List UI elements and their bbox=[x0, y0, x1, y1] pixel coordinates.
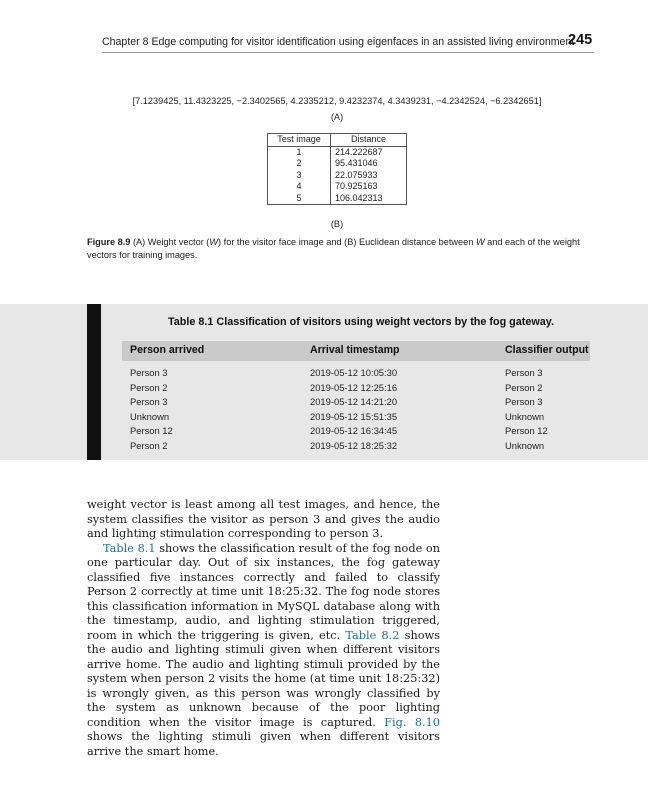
table-row bbox=[268, 158, 407, 170]
header-distance: Distance bbox=[331, 134, 407, 147]
person-cell: Person 2 bbox=[130, 439, 168, 451]
distance-cell: 22.075933 bbox=[331, 170, 407, 182]
paragraph-text: shows the lighting stimuli given when different visitors arrive the smart home. bbox=[87, 730, 440, 758]
timestamp-cell: 2019-05-12 16:34:45 bbox=[310, 425, 398, 436]
output-cell: Unknown bbox=[505, 410, 545, 422]
person-cell: Person 2 bbox=[130, 381, 168, 393]
timestamp-cell: 2019-05-12 12:25:16 bbox=[310, 381, 398, 393]
caption-text: ) for the visitor face image and (B) Euclidean distance between bbox=[218, 237, 476, 247]
page-number: 245 bbox=[568, 32, 593, 48]
caption-text: (A) Weight vector ( bbox=[130, 237, 210, 247]
caption-symbol-w: W bbox=[475, 237, 485, 247]
table-8-1-link[interactable]: Table 8.1 bbox=[103, 541, 156, 555]
test-image-cell: 1 bbox=[268, 146, 331, 158]
distance-table-header bbox=[268, 134, 407, 147]
header-classifier-output: Classifier output bbox=[505, 344, 589, 356]
paragraph-text: shows the audio and lighting stimuli given when different visitors arrive home. The audio and lighting stimuli provided by the system when person 2 visits the home (at time unit 18:25:32) is wrongly given, as this person was wrongly classified by the system as unknown because of the poor lighting condition when the visitor image is captured. bbox=[87, 628, 441, 729]
classification-table-header bbox=[122, 341, 590, 361]
table-row bbox=[122, 366, 590, 380]
table-row bbox=[268, 193, 407, 205]
output-cell: Person 3 bbox=[505, 367, 543, 378]
weight-vector: [7.1239425, 11.4323225, −2.3402565, 4.2335212, 9.4232374, 4.3439231, −4.2342524, −6.2342651] bbox=[132, 96, 542, 106]
distance-table bbox=[267, 133, 407, 205]
paragraph bbox=[87, 542, 440, 760]
table-row bbox=[122, 439, 590, 453]
person-cell: Person 12 bbox=[130, 425, 173, 436]
person-cell: Unknown bbox=[130, 410, 170, 422]
header-rule bbox=[102, 52, 594, 53]
table-row bbox=[268, 170, 407, 182]
figure-label-b: (B) bbox=[330, 219, 344, 229]
caption-label: Figure 8.9 bbox=[87, 237, 131, 247]
table-row bbox=[122, 424, 590, 438]
distance-cell: 106.042313 bbox=[331, 193, 407, 205]
person-cell: Person 3 bbox=[130, 396, 168, 407]
header-person-arrived: Person arrived bbox=[130, 344, 205, 356]
table-row bbox=[268, 146, 407, 158]
running-title: Chapter 8 Edge computing for visitor identification using eigenfaces in an assisted living environment bbox=[102, 36, 575, 48]
figure-caption bbox=[87, 236, 597, 262]
table-side-bar bbox=[87, 304, 101, 460]
distance-cell: 70.925163 bbox=[331, 181, 407, 193]
table-8-2-link[interactable]: Table 8.2 bbox=[345, 628, 400, 642]
paragraph: weight vector is least among all test images, and hence, the system classifies the visitor as person 3 and gives the audio and lighting stimulation corresponding to person 3. bbox=[87, 498, 440, 540]
figure-label-a: (A) bbox=[330, 112, 344, 122]
caption-symbol-w: W bbox=[209, 237, 219, 247]
output-cell: Unknown bbox=[505, 439, 545, 451]
body-text bbox=[87, 498, 440, 759]
test-image-cell: 2 bbox=[268, 158, 331, 170]
person-cell: Person 3 bbox=[130, 367, 168, 378]
fig-8-10-link[interactable]: Fig. 8.10 bbox=[384, 715, 440, 729]
test-image-cell: 4 bbox=[268, 181, 331, 193]
test-image-cell: 5 bbox=[268, 193, 331, 205]
table-8-1-title: Table 8.1 Classification of visitors using weight vectors by the fog gateway. bbox=[168, 316, 554, 328]
timestamp-cell: 2019-05-12 15:51:35 bbox=[310, 410, 398, 422]
header-arrival-timestamp: Arrival timestamp bbox=[310, 344, 400, 356]
distance-cell: 95.431046 bbox=[331, 158, 407, 170]
timestamp-cell: 2019-05-12 10:05:30 bbox=[310, 367, 398, 378]
table-row bbox=[268, 181, 407, 193]
table-row bbox=[122, 410, 590, 424]
output-cell: Person 2 bbox=[505, 381, 543, 393]
output-cell: Person 12 bbox=[505, 425, 548, 436]
caption-text: and each of the weight vectors for training images. bbox=[87, 237, 580, 260]
table-row bbox=[122, 381, 590, 395]
header-test-image: Test image bbox=[268, 134, 331, 147]
timestamp-cell: 2019-05-12 18:25:32 bbox=[310, 439, 398, 451]
table-row bbox=[122, 395, 590, 409]
output-cell: Person 3 bbox=[505, 396, 543, 407]
distance-cell: 214.222687 bbox=[331, 146, 407, 158]
test-image-cell: 3 bbox=[268, 170, 331, 182]
paragraph-text: shows the classification result of the fog node on one particular day. Out of six instances, the fog gateway classified five instances correctly and failed to classify Person 2 correctly at time unit 18:25:32. The fog node stores this classification information in MySQL database along with the timestamp, audio, and lighting stimulation triggered, room in which the triggering is given, etc. bbox=[87, 541, 441, 642]
timestamp-cell: 2019-05-12 14:21:20 bbox=[310, 396, 398, 407]
